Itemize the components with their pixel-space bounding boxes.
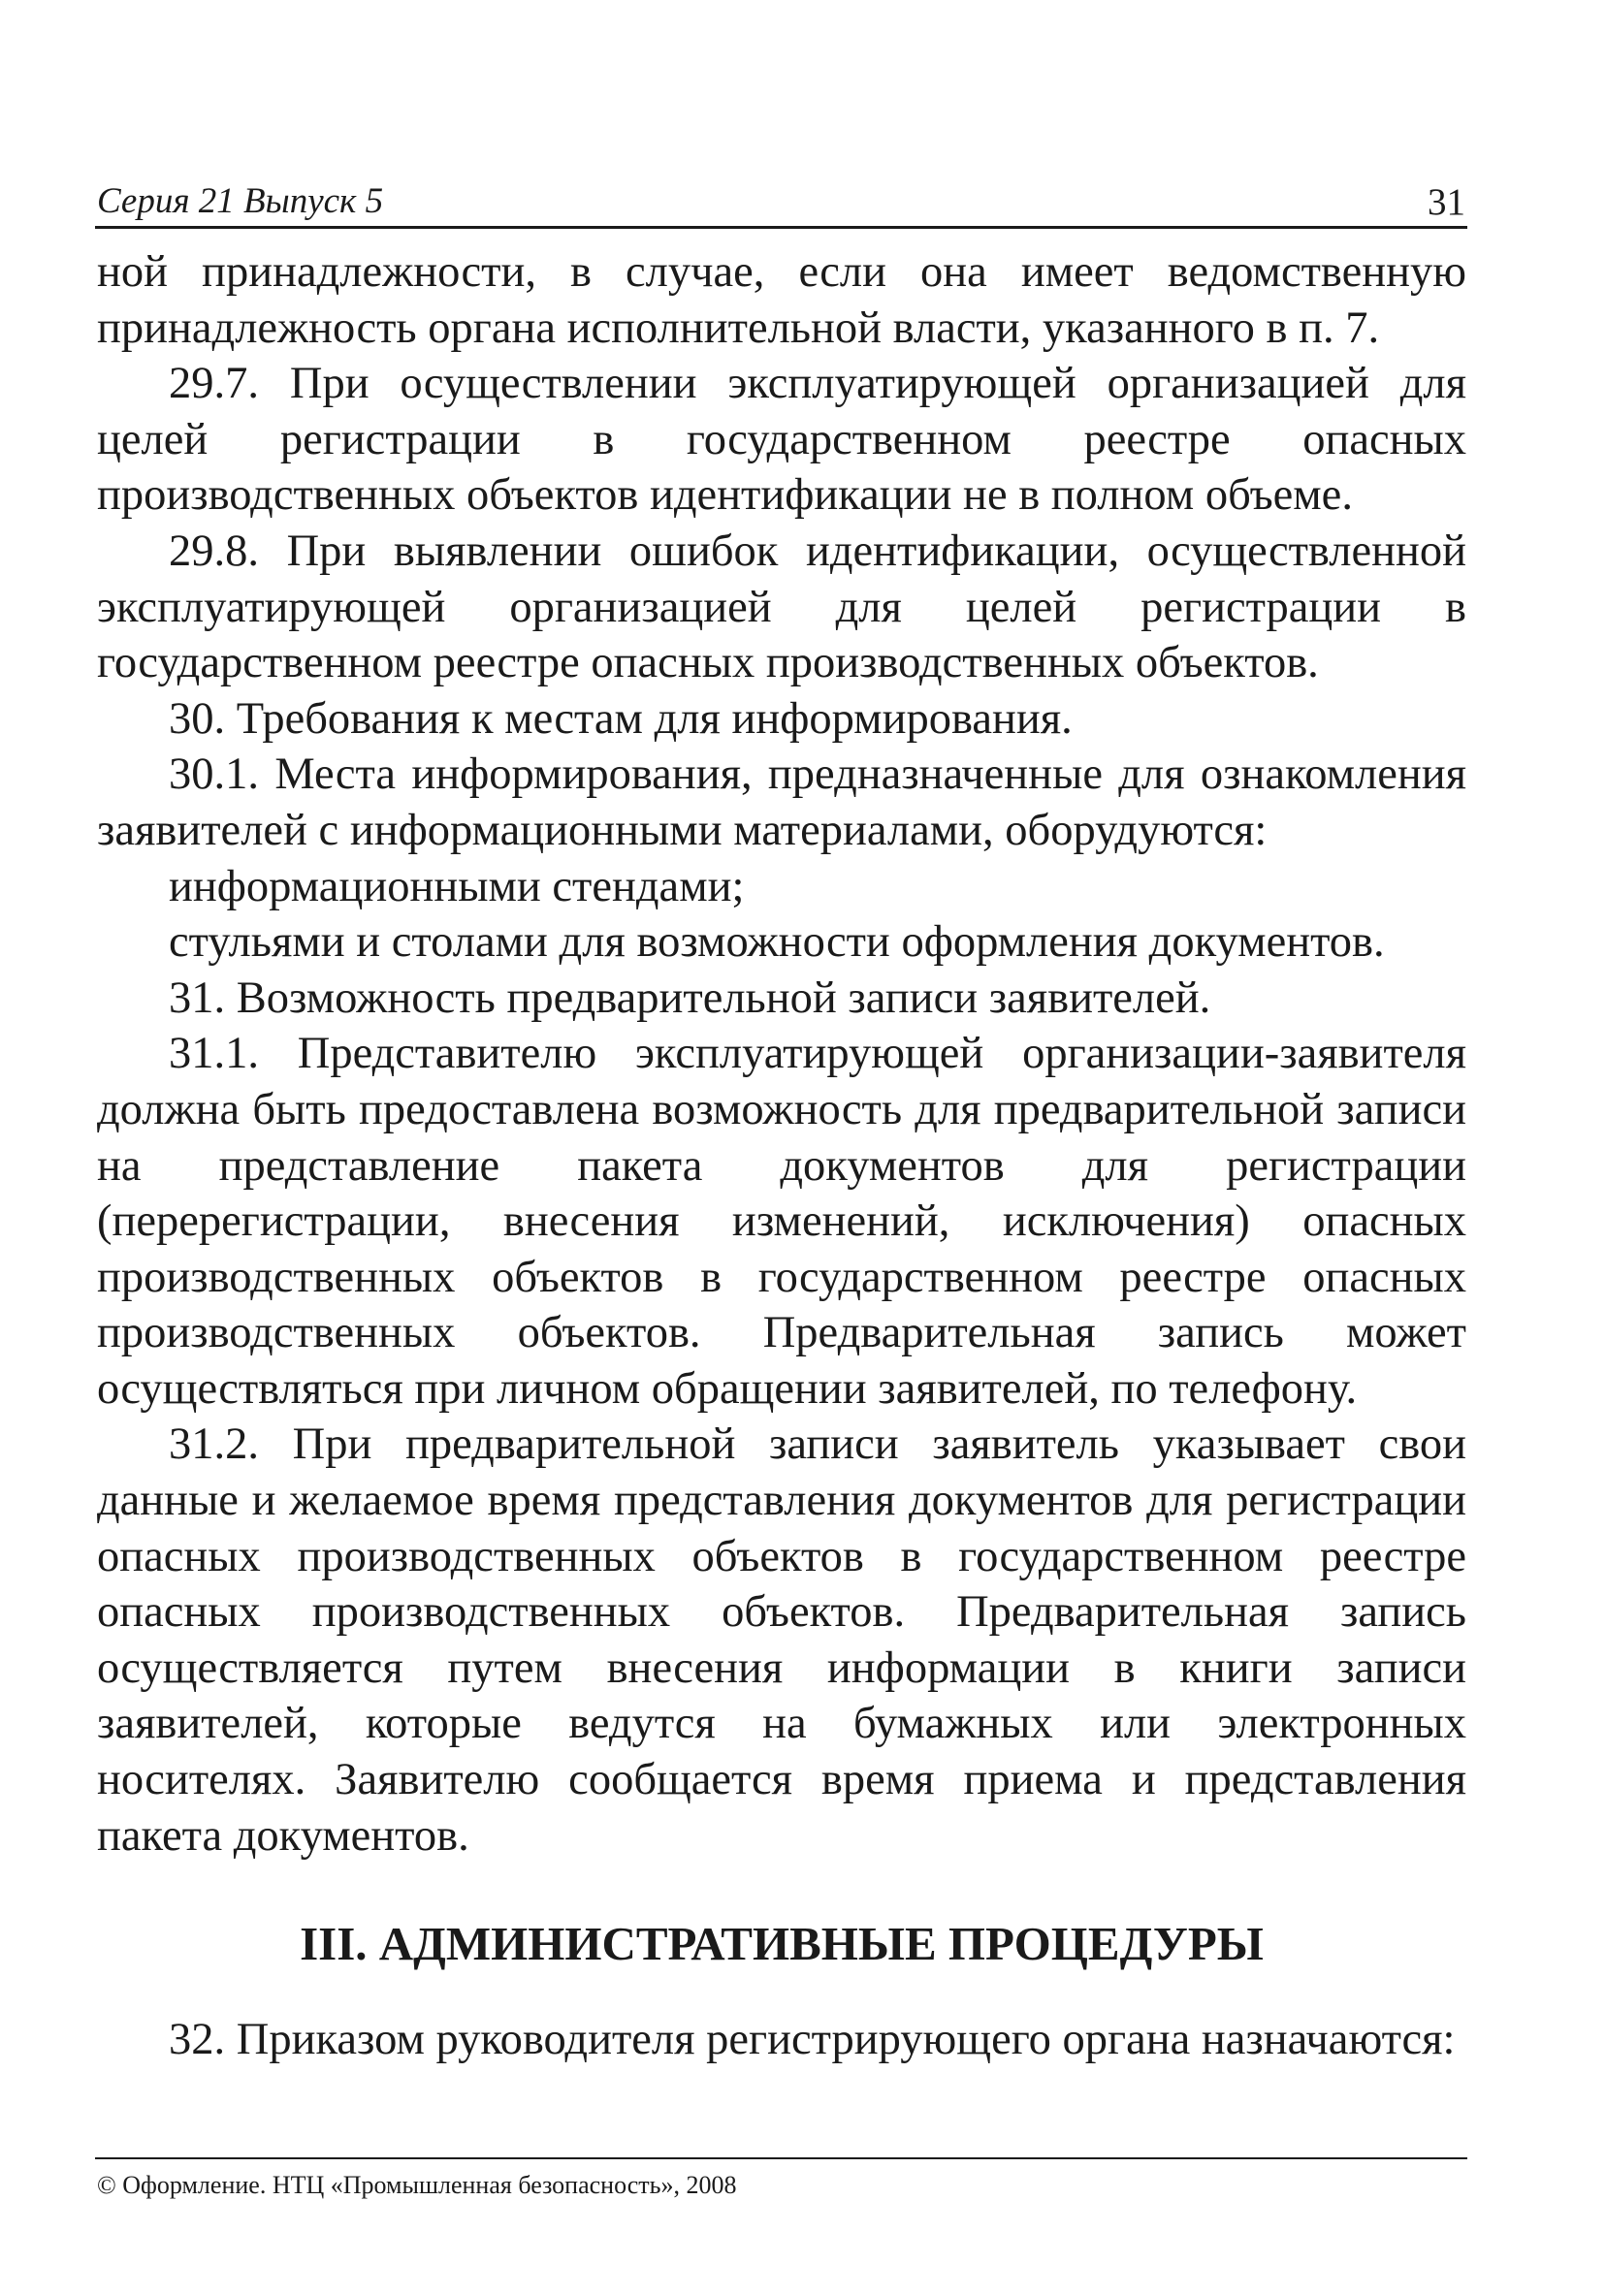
- page-header: [95, 170, 1467, 229]
- paragraph: 31.1. Представителю эксплуатирующей организации-заявителя должна быть предоставлена возможность для предварительной записи на представление пакета документов для регистрации (перерегистрации, внесения изменений, исключения) опасных производственных объектов в государственном реестре опасных производственных объектов. Предварительная запись может осуществляться при личном обращении заявителей, по телефону.: [97, 1029, 1466, 1414]
- paragraph: 30.1. Места информирования, предназначенные для ознакомления заявителей с информационными материалами, оборудуются:: [97, 749, 1466, 855]
- paragraph: информационными стендами;: [169, 861, 745, 911]
- main-text: [97, 244, 1466, 1864]
- paragraph: 32. Приказом руководителя регистрирующего органа назначаются:: [169, 2015, 1456, 2064]
- paragraph: 29.7. При осуществлении эксплуатирующей организацией для целей регистрации в государственном реестре опасных производственных объектов идентификации не в полном объеме.: [97, 359, 1466, 521]
- section-text: [97, 2012, 1466, 2068]
- paragraph: 29.8. При выявлении ошибок идентификации, осуществленной эксплуатирующей организацией для целей регистрации в государственном реестре опасных производственных объектов.: [97, 526, 1466, 688]
- paragraph: ной принадлежности, в случае, если она имеет ведомственную принадлежность органа исполнительной власти, указанного в п. 7.: [97, 247, 1466, 353]
- paragraph: стульями и столами для возможности оформления документов.: [169, 917, 1385, 968]
- series-title: Серия 21 Выпуск 5: [97, 181, 384, 221]
- paragraph: 31.2. При предварительной записи заявитель указывает свои данные и желаемое время представления документов для регистрации опасных производственных объектов в государственном реестре опасных производственных объектов. Предварительная запись осуществляется путем внесения информации в книги записи заявителей, которые ведутся на бумажных или электронных носителях. Заявителю сообщается время приема и представления пакета документов.: [97, 1419, 1466, 1861]
- paragraph: 30. Требования к местам для информирования.: [169, 693, 1073, 744]
- paragraph: 31. Возможность предварительной записи заявителей.: [169, 973, 1211, 1023]
- section-heading: III. АДМИНИСТРАТИВНЫЕ ПРОЦЕДУРЫ: [300, 1917, 1264, 1970]
- page-number: 31: [1428, 181, 1465, 223]
- footer-divider: [95, 2157, 1467, 2159]
- footer-copyright: © Оформление. НТЦ «Промышленная безопасность», 2008: [97, 2171, 737, 2199]
